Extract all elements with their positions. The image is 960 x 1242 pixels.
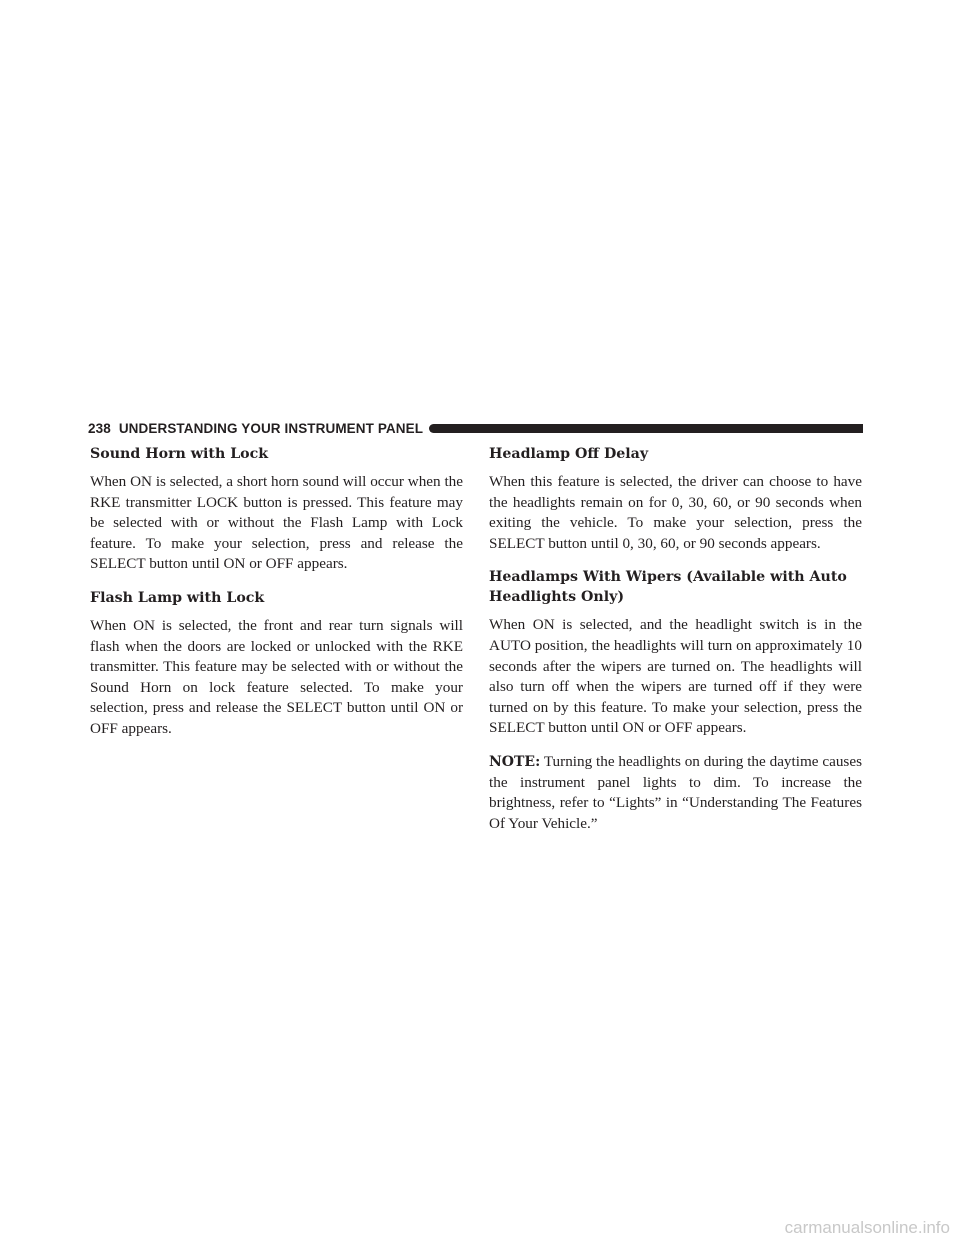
left-column xyxy=(90,444,463,753)
paragraph-flash-lamp-with-lock: When ON is selected, the front and rear turn signals will flash when the doors are locked or unlocked with the RKE transmitter. This feature may be selected with or without the Sound Horn on lock feature selected. To make your selection, press and release the SELECT button until ON or OFF appears. xyxy=(90,616,463,737)
paragraph-sound-horn-with-lock: When ON is selected, a short horn sound will occur when the RKE transmitter LOCK button is pressed. This feature may be selected with or without the Flash Lamp with Lock feature. To make your selection, press and release the SELECT button until ON or OFF appears. xyxy=(90,473,463,573)
heading-line-1: Headlamps With Wipers (Available with Auto xyxy=(489,569,847,586)
note-paragraph xyxy=(489,752,862,834)
heading-line-2: Headlights Only) xyxy=(489,589,625,606)
paragraph-headlamp-off-delay: When this feature is selected, the driver can choose to have the headlights remain on for 0, 30, 60, or 90 seconds when exiting the vehicle. To make your selection, press the SELECT button until 0, 30, 60, or 90 seconds appears. xyxy=(489,473,862,552)
section-title: UNDERSTANDING YOUR INSTRUMENT PANEL xyxy=(118,420,424,436)
heading-flash-lamp-with-lock: Flash Lamp with Lock xyxy=(90,589,265,606)
heading-sound-horn-with-lock: Sound Horn with Lock xyxy=(90,446,269,462)
note-text: Turning the headlights on during the daytime causes the instrument panel lights to dim. To increase the brightness, refer to “Lights” in “Understanding The Features Of Your Vehicle.” xyxy=(489,752,862,832)
right-column xyxy=(489,444,862,847)
heading-headlamps-with-wipers xyxy=(489,567,862,607)
paragraph-headlamps-with-wipers: When ON is selected, and the headlight switch is in the AUTO position, the headlights will turn on approximately 10 seconds after the wipers are turned on. The headlights will also turn off when the wipers are turned off if they were turned on by this feature. To make your selection, press the SELECT button until ON or OFF appears. xyxy=(489,616,862,737)
watermark: carmanualsonline.info xyxy=(784,1218,950,1237)
header-rule xyxy=(429,424,863,433)
page-number: 238 xyxy=(88,420,111,436)
page-header xyxy=(88,418,863,438)
heading-headlamp-off-delay: Headlamp Off Delay xyxy=(489,446,649,462)
note-label: NOTE: xyxy=(489,753,541,770)
